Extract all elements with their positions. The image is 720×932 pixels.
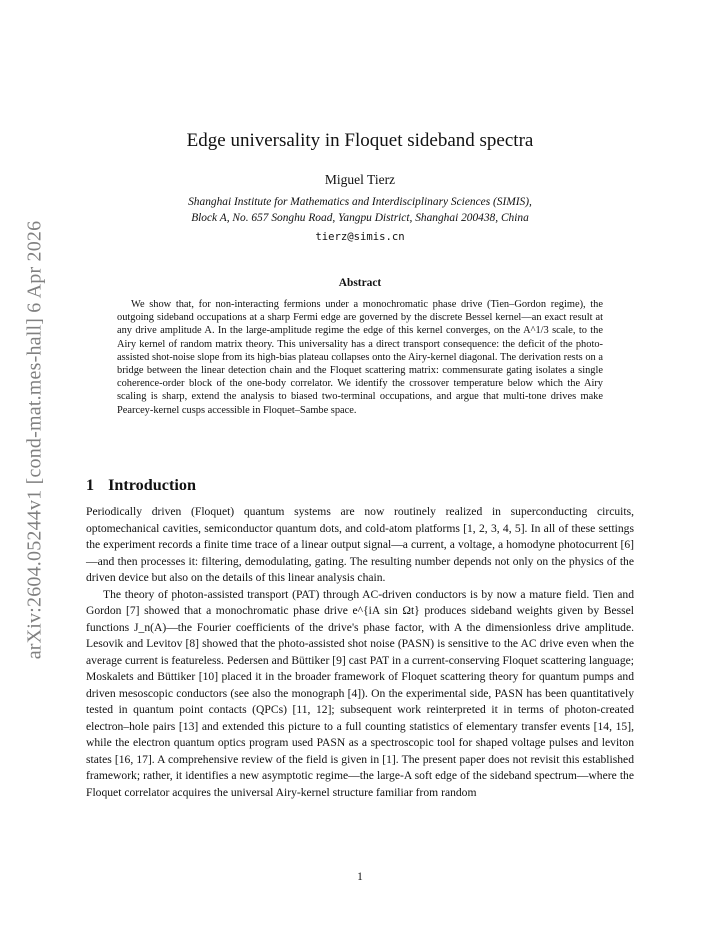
arxiv-identifier-stamp: arXiv:2604.05244v1 [cond-mat.mes-hall] 6 Apr 2026 <box>23 220 46 660</box>
intro-paragraph-2: The theory of photon-assisted transport (PAT) through AC-driven conductors is by now a mature field. Tien and Gordon [7] showed that a monochromatic phase drive e^{iA sin Ωt} produces sideband weights given by Bessel functions J_n(A)—the Fourier coefficients of the drive's phase factor, with A the dimensionless drive amplitude. Lesovik and Levitov [8] showed that the photo-assisted shot noise (PASN) is sensitive to the AC drive even when the average current is featureless. Pedersen and Büttiker [9] cast PAT in a current-conserving Floquet scattering language; Moskalets and Büttiker [10] placed it in the broader framework of Floquet scattering theory for quantum pumps and driven mesoscopic conductors (see also the monograph [4]). On the experimental side, PASN has been quantitatively tested in quantum point contacts (QPCs) [11, 12]; subsequent work reinterpreted it in terms of photon-created electron–hole pairs [13] and extended this picture to a full counting statistics of elementary transfer events [14, 15], while the electron quantum optics program used PASN as a spectroscopic tool for shaped voltage pulses and leviton states [16, 17]. A comprehensive review of the field is given in [1]. The present paper does not revisit this established framework; rather, it identifies a new asymptotic regime—the large-A soft edge of the sideband spectrum—where the Floquet correlator acquires the universal Airy-kernel structure familiar from random <box>86 587 634 799</box>
arxiv-sidebar <box>22 205 48 675</box>
section-heading <box>86 476 196 495</box>
affiliation <box>0 194 720 226</box>
abstract-heading: Abstract <box>338 277 382 289</box>
page-number: 1 <box>357 871 363 883</box>
section-title: Introduction <box>108 476 196 494</box>
abstract-text: We show that, for non-interacting fermions under a monochromatic phase drive (Tien–Gordon regime), the outgoing sideband occupations at a sharp Fermi edge are governed by the discrete Bessel kernel—an exact result at any drive amplitude A. In the large-amplitude regime the edge of this kernel converges, on the A^1/3 scale, to the Airy kernel of random matrix theory. This universality has a direct transport consequence: the deficit of the photo-assisted shot-noise slope from its high-bias plateau collapses onto the Airy-kernel diagonal. The derivation rests on a bridge between the linear detection chain and the Floquet scattering matrix: commensurate gating isolates a single coherence-order block of the one-body correlator. We identify the crossover temperature below which the Airy scaling is sharp, extend the analysis to biased two-terminal occupations, and argue that multi-tone drives make Pearcey-kernel cusps accessible in Floquet–Sambe space. <box>117 299 603 416</box>
introduction-body <box>86 504 634 801</box>
affiliation-line-2: Block A, No. 657 Songhu Road, Yangpu District, Shanghai 200438, China <box>191 212 529 224</box>
author-email: tierz@simis.cn <box>315 231 405 243</box>
affiliation-line-1: Shanghai Institute for Mathematics and Interdisciplinary Sciences (SIMIS), <box>188 196 532 208</box>
paper-title: Edge universality in Floquet sideband spectra <box>186 130 534 151</box>
author-name: Miguel Tierz <box>324 172 396 187</box>
intro-paragraph-1: Periodically driven (Floquet) quantum systems are now routinely realized in superconducting circuits, optomechanical cavities, semiconductor quantum dots, and cold-atom platforms [1, 2, 3, 4, 5]. In all of these settings the experiment records a finite time trace of a linear output signal—a current, a voltage, a homodyne photocurrent [6]—and then processes it: filtering, demodulating, gating. The resulting number depends not only on the physics of the driven device but also on the details of this linear analysis chain. <box>86 505 634 584</box>
section-number: 1 <box>86 476 95 494</box>
